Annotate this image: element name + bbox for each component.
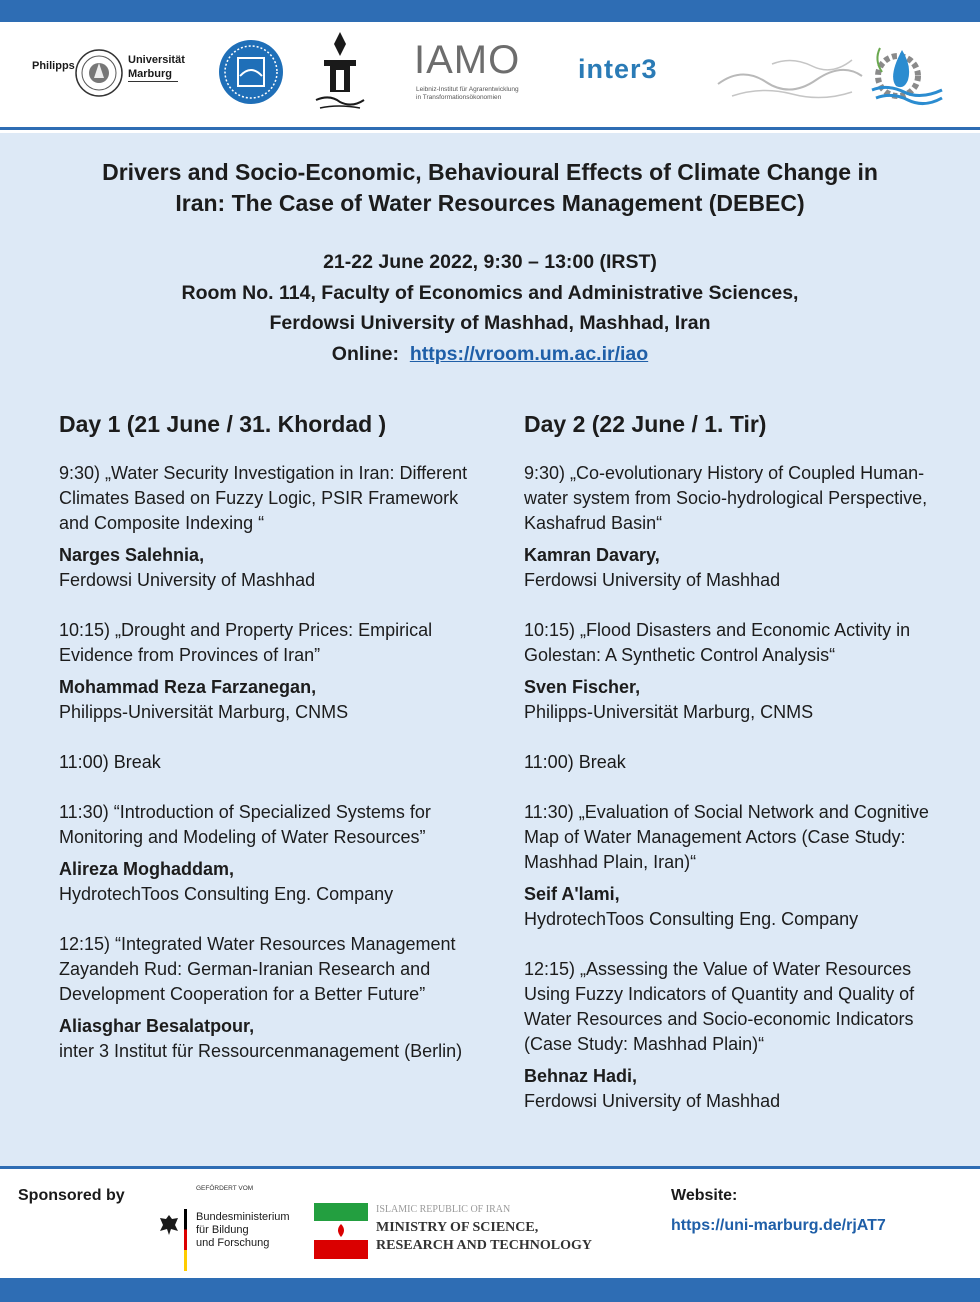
ministry-name-line-1: MINISTRY OF SCIENCE,: [376, 1220, 539, 1235]
day-1-column: [59, 409, 479, 1089]
top-color-bar: [0, 0, 980, 22]
event-title-line-1: Drivers and Socio-Economic, Behavioural Effects of Climate Change in: [102, 159, 878, 185]
day-1-break: 11:00) Break: [59, 752, 161, 772]
talk-speaker: Alireza Moghaddam: [59, 859, 230, 879]
day-2-break: 11:00) Break: [524, 752, 626, 772]
talk-title: 9:30) „Water Security Investigation in Iran: Different Climates Based on Fuzzy Logic, PSIR Framework and Composite Indexing “: [59, 463, 468, 533]
marburg-logo: [30, 44, 185, 104]
event-title-line-2: Iran: The Case of Water Resources Management (DEBEC): [175, 190, 805, 216]
talk-affiliation: Ferdowsi University of Mashhad: [524, 570, 781, 590]
talk-title: 9:30) „Co-evolutionary History of Coupled Human-water system from Socio-hydrological Perspective, Kashafrud Basin“: [524, 463, 928, 533]
talk-speaker: Aliasghar Besalatpour: [59, 1016, 250, 1036]
sponsored-by-label: Sponsored by: [18, 1187, 125, 1204]
ministry-name-line-2: RESEARCH AND TECHNOLOGY: [376, 1238, 593, 1253]
day-2-talk-2: [524, 618, 944, 725]
talk-title: 11:30) „Evaluation of Social Network and Cognitive Map of Water Management Actors (Case Study: Mashhad Plain, Iran)“: [524, 802, 929, 872]
talk-affiliation: Ferdowsi University of Mashhad: [59, 570, 316, 590]
talk-speaker-separator: ,: [654, 545, 660, 565]
talk-affiliation: Philipps-Universität Marburg, CNMS: [59, 702, 349, 722]
german-flag-stripe: [184, 1209, 187, 1271]
website-link[interactable]: https://uni-marburg.de/rjAT7: [671, 1217, 886, 1234]
tehran-university-logo-icon: [218, 36, 284, 108]
bmbf-funded-by: GEFÖRDERT VOM: [196, 1185, 254, 1192]
talk-title: 11:30) “Introduction of Specialized Systems for Monitoring and Modeling of Water Resources”: [59, 802, 431, 847]
iran-flag-icon: [314, 1203, 368, 1259]
iamo-wordmark: IAMO: [414, 38, 521, 82]
talk-speaker-separator: ,: [635, 677, 641, 697]
marburg-text-marburg: Marburg: [128, 68, 172, 80]
talk-title: 10:15) „Flood Disasters and Economic Activity in Golestan: A Synthetic Control Analysis“: [524, 620, 911, 665]
bmbf-line-2: für Bildung: [196, 1224, 249, 1236]
talk-speaker-separator: ,: [614, 884, 620, 904]
logo-strip: [0, 22, 980, 130]
talk-title: 10:15) „Drought and Property Prices: Empirical Evidence from Provinces of Iran”: [59, 620, 433, 665]
event-info: [40, 247, 940, 369]
talk-speaker: Sven Fischer: [524, 677, 636, 697]
talk-affiliation: inter 3 Institut für Ressourcenmanagement (Berlin): [59, 1041, 463, 1061]
event-university: Ferdowsi University of Mashhad, Mashhad, Iran: [269, 312, 711, 334]
talk-title: 12:15) „Assessing the Value of Water Resources Using Fuzzy Indicators of Quantity and Quality of Water Resources and Socio-economic Indicators (Case Study: Mashhad Plain)“: [524, 959, 915, 1054]
inter3-logo: [578, 54, 658, 85]
talk-affiliation: HydrotechToos Consulting Eng. Company: [524, 909, 859, 929]
online-line: [40, 339, 940, 370]
main-content: [0, 133, 980, 1166]
talk-affiliation: Philipps-Universität Marburg, CNMS: [524, 702, 814, 722]
talk-speaker-separator: ,: [199, 545, 205, 565]
day-2-talk-3: [524, 800, 944, 932]
german-eagle-icon: [158, 1213, 180, 1237]
talk-speaker: Narges Salehnia: [59, 545, 200, 565]
talk-speaker-separator: ,: [229, 859, 235, 879]
bottom-color-bar: [0, 1278, 980, 1302]
day-1-talk-1: [59, 461, 479, 593]
hydrotechtoos-logo-icon: [712, 36, 944, 108]
day-2-talk-1: [524, 461, 944, 593]
online-link[interactable]: https://vroom.um.ac.ir/iao: [409, 342, 649, 365]
day-2-talk-4: [524, 957, 944, 1114]
event-title: [40, 157, 940, 219]
website-label: Website:: [671, 1187, 738, 1204]
talk-speaker: Mohammad Reza Farzanegan: [59, 677, 312, 697]
bmbf-line-3: und Forschung: [196, 1237, 270, 1249]
marburg-text-universitat: Universität: [128, 54, 185, 66]
iamo-logo: [414, 38, 549, 108]
talk-affiliation: HydrotechToos Consulting Eng. Company: [59, 884, 394, 904]
day-1-talk-3: [59, 800, 479, 907]
talk-speaker: Kamran Davary: [524, 545, 655, 565]
bmbf-line-1: Bundesministerium: [196, 1211, 290, 1223]
day-1-talk-2: [59, 618, 479, 725]
day-2-column: [524, 409, 944, 1139]
ferdowsi-university-logo-icon: [310, 30, 370, 114]
bmbf-logo: [156, 1185, 306, 1275]
marburg-seal-icon: [74, 48, 124, 98]
iran-ministry-logo: [314, 1203, 624, 1261]
day-1-title: Day 1 (21 June / 31. Khordad ): [59, 411, 387, 437]
event-room: Room No. 114, Faculty of Economics and Administrative Sciences,: [181, 281, 799, 304]
ministry-country: ISLAMIC REPUBLIC OF IRAN: [376, 1204, 511, 1215]
online-label: Online:: [331, 342, 399, 365]
day-1-talk-4: [59, 932, 479, 1064]
iamo-subtitle-2: in Transformationsökonomien: [416, 94, 502, 101]
day-2-title: Day 2 (22 June / 1. Tir): [524, 411, 767, 437]
inter3-wordmark: inter3: [578, 54, 658, 84]
talk-speaker-separator: ,: [311, 677, 317, 697]
event-date: 21-22 June 2022, 9:30 – 13:00 (IRST): [323, 251, 657, 273]
marburg-text-philipps: Philipps: [32, 60, 75, 72]
talk-speaker-separator: ,: [632, 1066, 638, 1086]
iamo-subtitle-1: Leibniz-Institut für Agrarentwicklung: [416, 86, 519, 93]
talk-speaker: Seif A'lami: [524, 884, 615, 904]
talk-title: 12:15) “Integrated Water Resources Management Zayandeh Rud: German-Iranian Research and Development Cooperation for a Better Future”: [59, 934, 456, 1004]
talk-speaker-separator: ,: [249, 1016, 255, 1036]
sponsor-strip: [0, 1166, 980, 1278]
talk-speaker: Behnaz Hadi: [524, 1066, 633, 1086]
talk-affiliation: Ferdowsi University of Mashhad: [524, 1091, 781, 1111]
